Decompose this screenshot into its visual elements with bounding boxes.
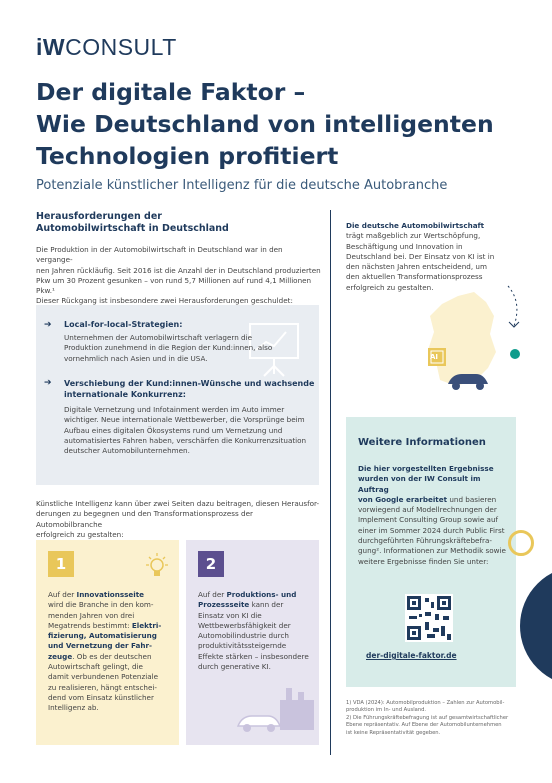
innovation-line: Megatrends bestimmt: Elektri- [48, 620, 162, 630]
section-heading-line-2: Automobilwirtschaft in Deutschland [36, 223, 229, 234]
challenge-1-title: Local-for-local-Strategien: [64, 320, 183, 329]
production-line: Wettbewerbsfähigkeit der [198, 620, 291, 630]
automotive-intro-line: Beschäftigung und Innovation in [346, 241, 463, 251]
accent-half-circle [520, 566, 552, 686]
production-line: Automobilindustrie durch [198, 631, 289, 641]
automotive-intro-line: den aktuellen Transformationsprozess [346, 272, 483, 282]
footnote-line: produktion im In- und Ausland. [346, 707, 427, 714]
innovation-line: menden Jahren von drei [48, 610, 135, 620]
challenge-2-line: Aufbau eines digitalen Ökosystems rund um Vernetzung und [64, 425, 283, 435]
production-text [198, 590, 318, 672]
innovation-line: Autowirtschaft gelingt, die [48, 662, 143, 672]
title-line-2: Wie Deutschland von intelligenten [36, 110, 494, 138]
page-subtitle: Potenziale künstlicher Intelligenz für die deutsche Autobranche [36, 178, 448, 193]
production-line: Einsatz von KI die [198, 610, 262, 620]
challenge-2-title-line: internationale Konkurrenz: [64, 390, 186, 399]
more-info-line: durchgeführten Führungskräftebefra- [358, 536, 492, 546]
innovation-line: wird die Branche in den kom- [48, 600, 154, 610]
more-info-bold-line: Die hier vorgestellten Ergebnisse [358, 464, 494, 473]
bridge-paragraph [36, 499, 321, 540]
accent-ring [508, 530, 534, 556]
challenge-2-title-line: Verschiebung der Kund:innen-Wünsche und wachsende [64, 379, 315, 388]
title-line-1: Der digitale Faktor – [36, 78, 306, 106]
more-info-line: Implement Consulting Group sowie auf [358, 515, 499, 525]
section-heading [36, 211, 229, 235]
more-info-line: von Google erarbeitet und basieren [358, 494, 497, 504]
automotive-intro-line: erfolgreich zu gestalten. [346, 282, 434, 292]
more-info-bold-line: wurden von der IW Consult im Auftrag [358, 474, 481, 494]
germany-map-illustration [396, 282, 536, 402]
number-badge-1: 1 [48, 551, 74, 577]
innovation-line: Auf der Innovationsseite [48, 590, 145, 599]
challenge-2-line: wichtiger. Neue internationale Wettbewerber, die Vorsprünge beim [64, 415, 305, 425]
title-line-3: Technologien profitiert [36, 142, 339, 170]
column-divider [330, 210, 331, 755]
challenge-2-line: deutscher Automobilunternehmen. [64, 446, 190, 456]
footnote-line: Ebene repräsentativ. Auf Ebene der Automobilunternehmen [346, 722, 502, 729]
footnotes [346, 700, 526, 737]
arrow-right-icon: ➔ [44, 320, 52, 330]
page-title [36, 76, 516, 172]
bridge-line: derungen zu begegnen und den Transformationsprozess der Automobilbranche [36, 509, 253, 529]
production-line: durch generative KI. [198, 662, 271, 672]
production-line: Effekte stärken – insbesondere [198, 651, 309, 661]
challenge-1-line: Produktion zunehmend in die Region der Kund:innen, also [64, 343, 273, 353]
innovation-line: fizierung, Automatisierung [48, 631, 157, 641]
more-info-line: einer im Sommer 2024 durch Public First [358, 525, 505, 535]
footnote-line: 1) VDA (2024): Automobilproduktion – Zahlen zur Automobil- [346, 700, 505, 706]
intro-line: Die Produktion in der Automobilwirtschaft in Deutschland war in den vergange- [36, 245, 283, 265]
automotive-intro-line: trägt maßgeblich zur Wertschöpfung, [346, 231, 481, 241]
intro-line: Pkw um 30 Prozent gesunken – von rund 5,7 Millionen auf rund 4,1 Millionen Pkw.¹ [36, 275, 312, 296]
innovation-line: zu realisieren, hängt entschei- [48, 682, 157, 692]
innovation-line: Intelligenz ab. [48, 703, 99, 713]
more-info-line: weitere Ergebnisse finden Sie unter: [358, 556, 489, 566]
innovation-line: zeuge. Ob es der deutschen [48, 651, 152, 661]
production-line: produktivitätssteigernde [198, 641, 287, 651]
production-line: Auf der Produktions- und [198, 590, 297, 599]
number-badge-2: 2 [198, 551, 224, 577]
production-line: Prozessseite kann der [198, 600, 284, 610]
automotive-intro-title: Die deutsche Automobilwirtschaft [346, 221, 485, 230]
challenge-1-line: Unternehmen der Automobilwirtschaft verlagern die [64, 333, 253, 342]
automotive-intro-line: den nächsten Jahren entscheidend, um [346, 262, 487, 272]
more-info-text [358, 464, 513, 567]
challenge-2-title [64, 378, 314, 400]
intro-line: nen Jahren rückläufig. Seit 2016 ist die Anzahl der in Deutschland produzierten [36, 265, 321, 275]
footnote-line: ist keine Repräsentativität gegeben. [346, 729, 441, 736]
bridge-line: Künstliche Intelligenz kann über zwei Seiten dazu beitragen, diesen Herausfor- [36, 499, 320, 508]
challenge-2-text [64, 405, 314, 456]
automotive-intro-line: Deutschland bei. Der Einsatz von KI ist in [346, 251, 495, 261]
section-heading-line-1: Herausforderungen der [36, 211, 162, 222]
logo-iw: iW [36, 34, 66, 60]
more-info-line: gung². Informationen zur Methodik sowie [358, 546, 506, 556]
challenge-2-line: automatisiertes Fahren haben, verschärfen die Konkurrenzsituation [64, 435, 307, 445]
lightbulb-icon [142, 552, 172, 582]
innovation-text [48, 590, 178, 714]
footnote-line: 2) Die Führungskräftebefragung ist auf gesamtwirtschaftlicher [346, 714, 509, 721]
intro-line: Dieser Rückgang ist insbesondere zwei Herausforderungen geschuldet: [36, 296, 293, 306]
more-info-line: vorwiegend auf Modellrechnungen der [358, 505, 497, 515]
iw-consult-logo [36, 34, 177, 61]
accent-dot [510, 349, 520, 359]
logo-consult: CONSULT [65, 34, 177, 60]
website-link[interactable]: der-digitale-faktor.de [366, 651, 457, 660]
innovation-line: dend vom Einsatz künstlicher [48, 692, 154, 702]
intro-paragraph [36, 245, 321, 307]
innovation-line: damit verbundenen Potenziale [48, 672, 159, 682]
challenge-1-line: vornehmlich nach Asien und in die USA. [64, 353, 208, 363]
qr-code-icon[interactable] [405, 594, 453, 642]
arrow-right-icon: ➔ [44, 378, 52, 388]
bridge-line: erfolgreich zu gestalten: [36, 529, 124, 539]
more-info-heading: Weitere Informationen [358, 437, 486, 448]
challenge-2-line: Digitale Vernetzung und Infotainment werden im Auto immer [64, 405, 285, 414]
ai-chip-label: AI [430, 353, 439, 361]
challenge-1-text [64, 333, 304, 364]
factory-car-icon [234, 682, 318, 738]
innovation-line: und Vernetzung der Fahr- [48, 641, 153, 651]
